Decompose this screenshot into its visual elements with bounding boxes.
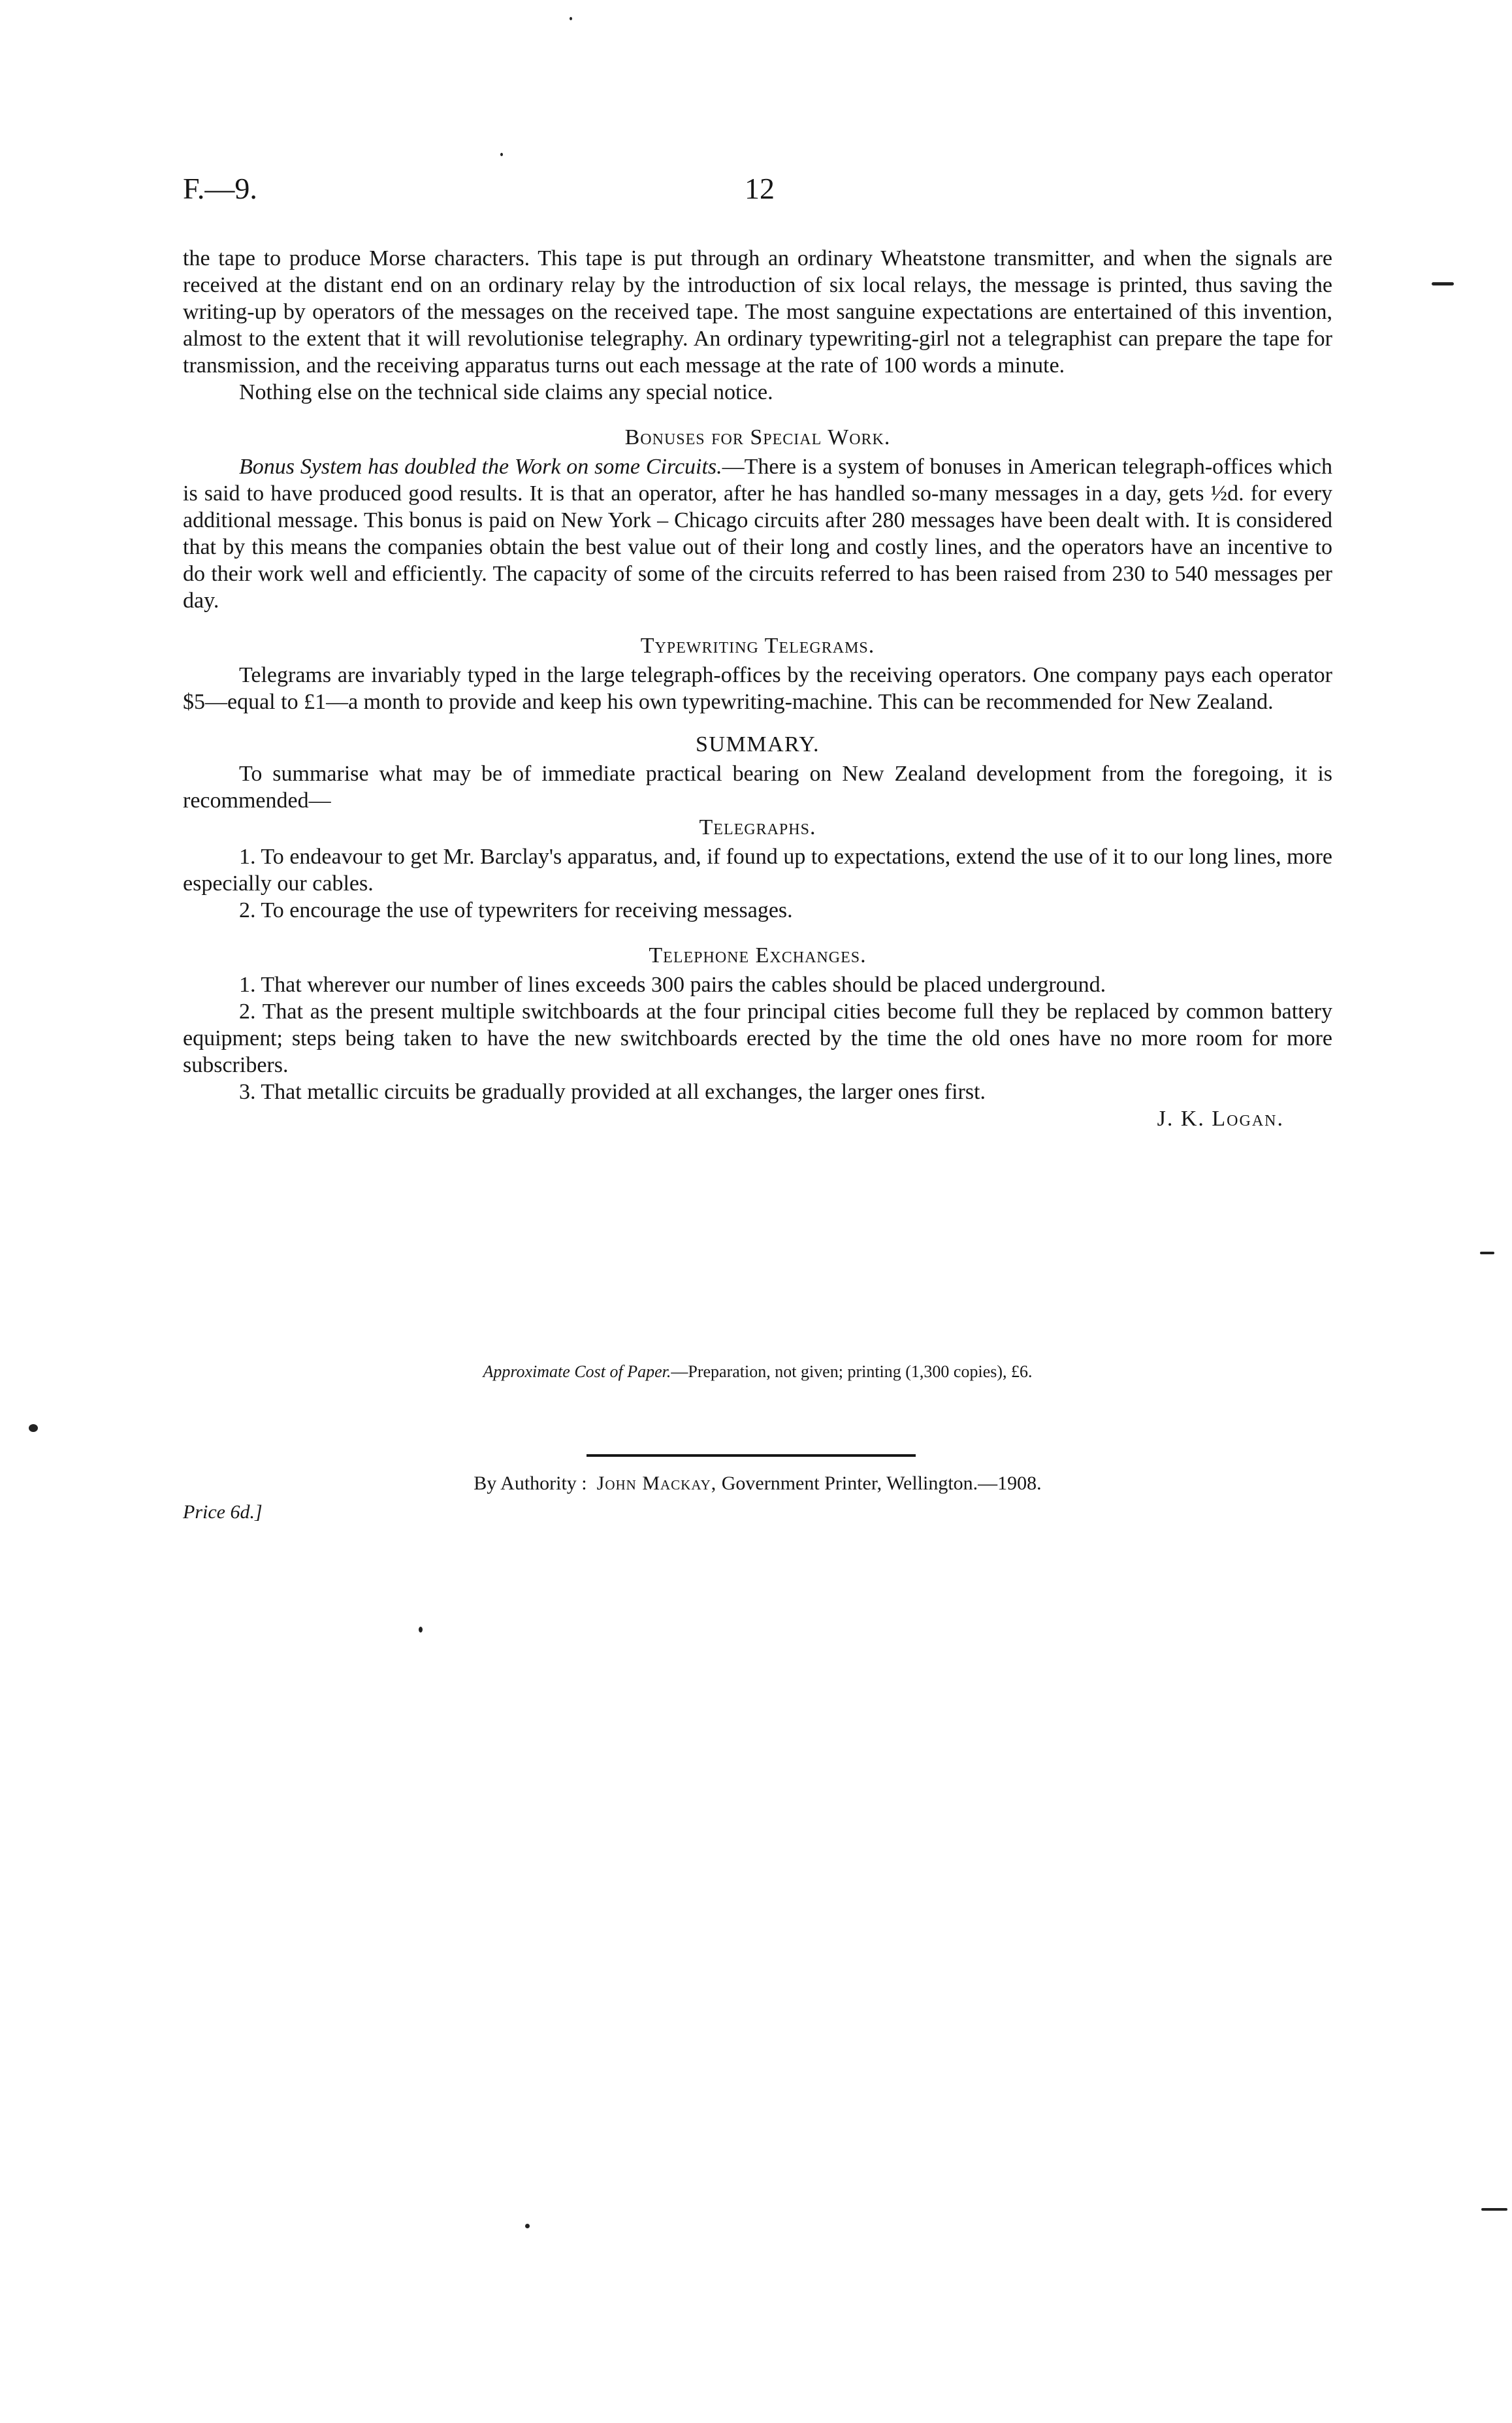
authority-label: By Authority : xyxy=(474,1472,587,1494)
printer-line xyxy=(183,1472,1332,1495)
scan-speck xyxy=(29,1424,38,1432)
bonuses-body: —There is a system of bonuses in American telegraph-offices which is said to have produced good results. It is that an operator, after he has handled so-many messages in a day, gets ½d. for every additional message. This bonus is paid on New York – Chicago circuits after 280 messages have been dealt with. It is considered that by this means the companies obtain the best value out of their long and costly lines, and the operators have an incentive to do their work well and efficiently. The capacity of some of the circuits referred to has been raised from 230 to 540 messages per day. xyxy=(183,455,1332,613)
printer-name: John Mackay, xyxy=(596,1472,717,1494)
cost-note xyxy=(183,1362,1332,1382)
scan-speck xyxy=(1480,1252,1494,1254)
bonuses-heading: Bonuses for Special Work. xyxy=(624,425,891,449)
cost-text: —Preparation, not given; printing (1,300 copies), £6. xyxy=(671,1362,1033,1381)
telegraphs-item-2: 2. To encourage the use of typewriters for receiving messages. xyxy=(239,898,793,922)
scan-speck xyxy=(419,1627,423,1633)
document-reference: F.—9. xyxy=(183,172,257,205)
scan-speck xyxy=(500,153,503,156)
price-note: Price 6d.] xyxy=(183,1501,263,1523)
footer-rule xyxy=(587,1454,916,1457)
typewriting-heading: Typewriting Telegrams. xyxy=(640,634,875,658)
scan-speck xyxy=(1432,282,1454,285)
telephone-item-3: 3. That metallic circuits be gradually provided at all exchanges, the larger ones first. xyxy=(239,1080,986,1104)
scan-speck xyxy=(1481,2208,1507,2211)
telegraphs-heading: Telegraphs. xyxy=(699,815,816,839)
bonuses-paragraph xyxy=(183,453,1332,614)
page-number: 12 xyxy=(745,172,775,205)
scan-speck xyxy=(525,2224,530,2228)
signature: J. K. Logan. xyxy=(1157,1107,1284,1131)
telegraphs-item-1: 1. To endeavour to get Mr. Barclay's apparatus, and, if found up to expectations, extend the use of it to our long lines, more especially our cables. xyxy=(183,845,1332,896)
summary-intro: To summarise what may be of immediate practical bearing on New Zealand development from the foregoing, it is recommended— xyxy=(183,762,1332,813)
page-header xyxy=(183,171,1332,210)
telephone-heading: Telephone Exchanges. xyxy=(649,943,867,968)
page-body xyxy=(183,245,1332,1132)
bonuses-lead: Bonus System has doubled the Work on some Circuits. xyxy=(239,455,722,479)
telephone-item-2: 2. That as the present multiple switchboards at the four principal cities become full they be replaced by common battery equipment; steps being taken to have the new switchboards erected by the time the old ones have no more room for more subscribers. xyxy=(183,1000,1332,1077)
summary-heading: SUMMARY. xyxy=(696,732,820,756)
intro-closing-paragraph: Nothing else on the technical side claims any special notice. xyxy=(239,380,773,404)
cost-label: Approximate Cost of Paper. xyxy=(483,1362,671,1381)
intro-paragraph: the tape to produce Morse characters. This tape is put through an ordinary Wheatstone transmitter, and when the signals are received at the distant end on an ordinary relay by the introduction of six local relays, the message is printed, thus saving the writing-up by operators of the messages on the received tape. The most sanguine expectations are entertained of this invention, almost to the extent that it will revolutionise telegraphy. An ordinary typewriting-girl not a telegraphist can prepare the tape for transmission, and the receiving apparatus turns out each message at the rate of 100 words a minute. xyxy=(183,246,1332,378)
printer-details: Government Printer, Wellington.—1908. xyxy=(721,1472,1042,1494)
scan-speck xyxy=(570,17,572,20)
telephone-item-1: 1. That wherever our number of lines exceeds 300 pairs the cables should be placed underground. xyxy=(239,973,1106,997)
typewriting-paragraph: Telegrams are invariably typed in the large telegraph-offices by the receiving operators. One company pays each operator $5—equal to £1—a month to provide and keep his own typewriting-machine. This can be recommended for New Zealand. xyxy=(183,663,1332,714)
